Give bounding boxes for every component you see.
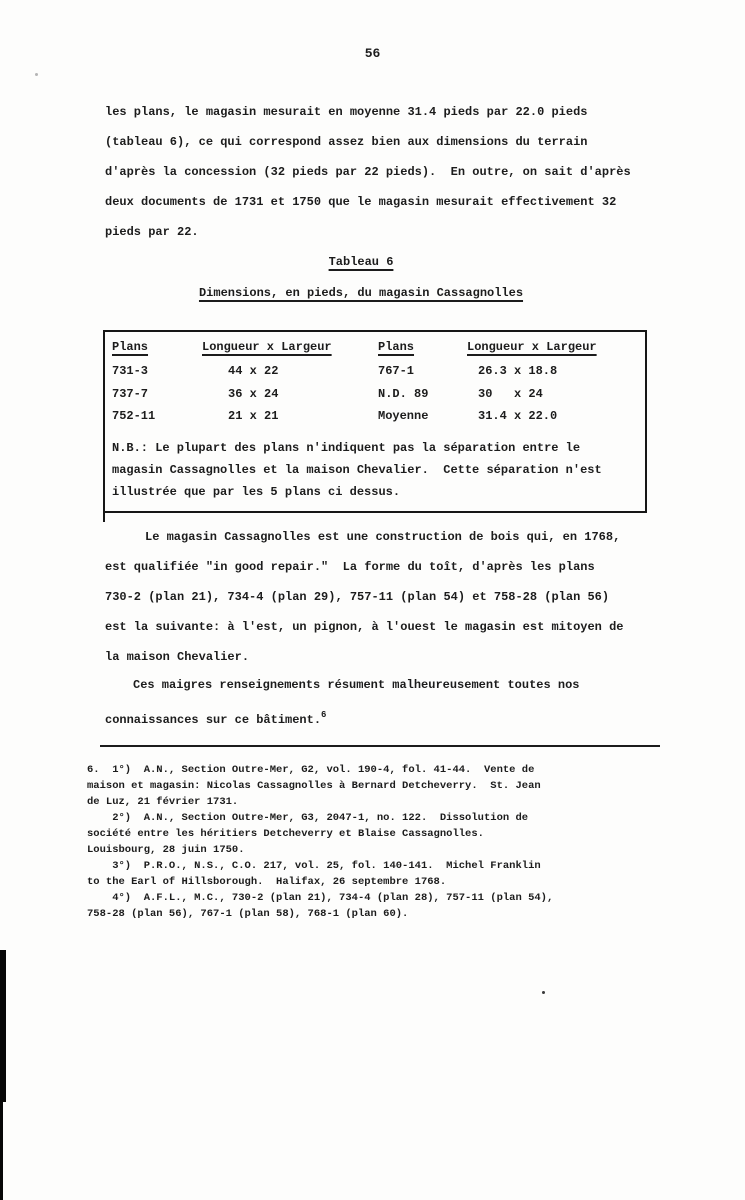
paragraph [105, 97, 631, 247]
footnote-line: 2°) A.N., Section Outre-Mer, G3, 2047-1, no. 122. Dissolution de [87, 812, 529, 824]
text-segment: connaissances sur ce bâtiment. [105, 713, 322, 727]
text-line: est qualifiée "in good repair." La forme du toît, d'après les plans [105, 560, 595, 574]
plan-dimensions: 30 x 24 [478, 386, 543, 401]
plan-dimensions: 36 x 24 [228, 386, 279, 401]
table-row [105, 383, 645, 405]
column-header-plans: Plans [378, 340, 415, 354]
table-note [105, 437, 645, 504]
footnote-line: 4°) A.F.L., M.C., 730-2 (plan 21), 734-4 (plan 28), 757-11 (plan 54), [87, 892, 554, 904]
footnote-reference: 6 [321, 710, 327, 720]
footnote-line: de Luz, 21 février 1731. [87, 796, 239, 808]
text-line: N.B.: Le plupart des plans n'indiquent pas la séparation entre le [112, 440, 581, 455]
footnote-line: to the Earl of Hillsborough. Halifax, 26 septembre 1768. [87, 876, 447, 888]
text-line: d'après la concession (32 pieds par 22 pieds). En outre, on sait d'après [105, 165, 631, 179]
footnote-line: société entre les héritiers Detcheverry et Blaise Cassagnolles. [87, 828, 484, 840]
paragraph [105, 522, 623, 672]
table-row [105, 405, 645, 427]
text-line [105, 700, 579, 730]
scan-speck [35, 73, 38, 76]
text-line: magasin Cassagnolles et la maison Chevalier. Cette séparation n'est [112, 463, 602, 478]
footnotes [87, 762, 553, 922]
paragraph [105, 670, 579, 730]
text-line: deux documents de 1731 et 1750 que le magasin mesurait effectivement 32 [105, 195, 617, 209]
plan-id: Moyenne [378, 409, 429, 424]
column-header-plans: Plans [112, 340, 149, 354]
scan-speck [542, 991, 545, 994]
scan-bar-artifact [0, 950, 6, 1102]
table-header-row [105, 336, 645, 358]
footnote-line: 3°) P.R.O., N.S., C.O. 217, vol. 25, fol. 140-141. Michel Franklin [87, 860, 541, 872]
footnote-line: 6. 1°) A.N., Section Outre-Mer, G2, vol. 190-4, fol. 41-44. Vente de [87, 764, 535, 776]
plan-dimensions: 44 x 22 [228, 364, 279, 379]
footnote-separator [100, 745, 660, 747]
dimensions-table [103, 330, 647, 513]
footnote-line: maison et magasin: Nicolas Cassagnolles à Bernard Detcheverry. St. Jean [87, 780, 541, 792]
scan-bar-artifact [0, 1100, 3, 1200]
plan-id: 767-1 [378, 364, 415, 379]
plan-dimensions: 26.3 x 18.8 [478, 364, 558, 379]
text-line: 730-2 (plan 21), 734-4 (plan 29), 757-11 (plan 54) et 758-28 (plan 56) [105, 590, 610, 604]
plan-id: 731-3 [112, 364, 149, 379]
text-line: (tableau 6), ce qui correspond assez bien aux dimensions du terrain [105, 135, 588, 149]
text-line: pieds par 22. [105, 225, 199, 239]
table-title: Tableau 6 [328, 255, 394, 269]
plan-id: N.D. 89 [378, 386, 429, 401]
column-header-dimensions: Longueur x Largeur [467, 340, 597, 354]
text-line: Le magasin Cassagnolles est une construction de bois qui, en 1768, [145, 530, 621, 544]
plan-id: 752-11 [112, 409, 156, 424]
column-header-dimensions: Longueur x Largeur [202, 340, 332, 354]
plan-id: 737-7 [112, 386, 149, 401]
footnote-line: 758-28 (plan 56), 767-1 (plan 58), 768-1 (plan 60). [87, 908, 409, 920]
table-row [105, 360, 645, 382]
text-line: est la suivante: à l'est, un pignon, à l'ouest le magasin est mitoyen de [105, 620, 624, 634]
text-line: les plans, le magasin mesurait en moyenne 31.4 pieds par 22.0 pieds [105, 105, 588, 119]
text-line: la maison Chevalier. [105, 650, 250, 664]
footnote-line: Louisbourg, 28 juin 1750. [87, 844, 245, 856]
scan-table-corner-tick [103, 513, 105, 522]
page-number: 56 [364, 46, 381, 61]
text-line: illustrée que par les 5 plans ci dessus. [112, 485, 401, 500]
text-line: Ces maigres renseignements résument malheureusement toutes nos [133, 678, 580, 692]
plan-dimensions: 21 x 21 [228, 409, 279, 424]
plan-dimensions: 31.4 x 22.0 [478, 409, 558, 424]
table-subtitle: Dimensions, en pieds, du magasin Cassagnolles [198, 286, 524, 300]
